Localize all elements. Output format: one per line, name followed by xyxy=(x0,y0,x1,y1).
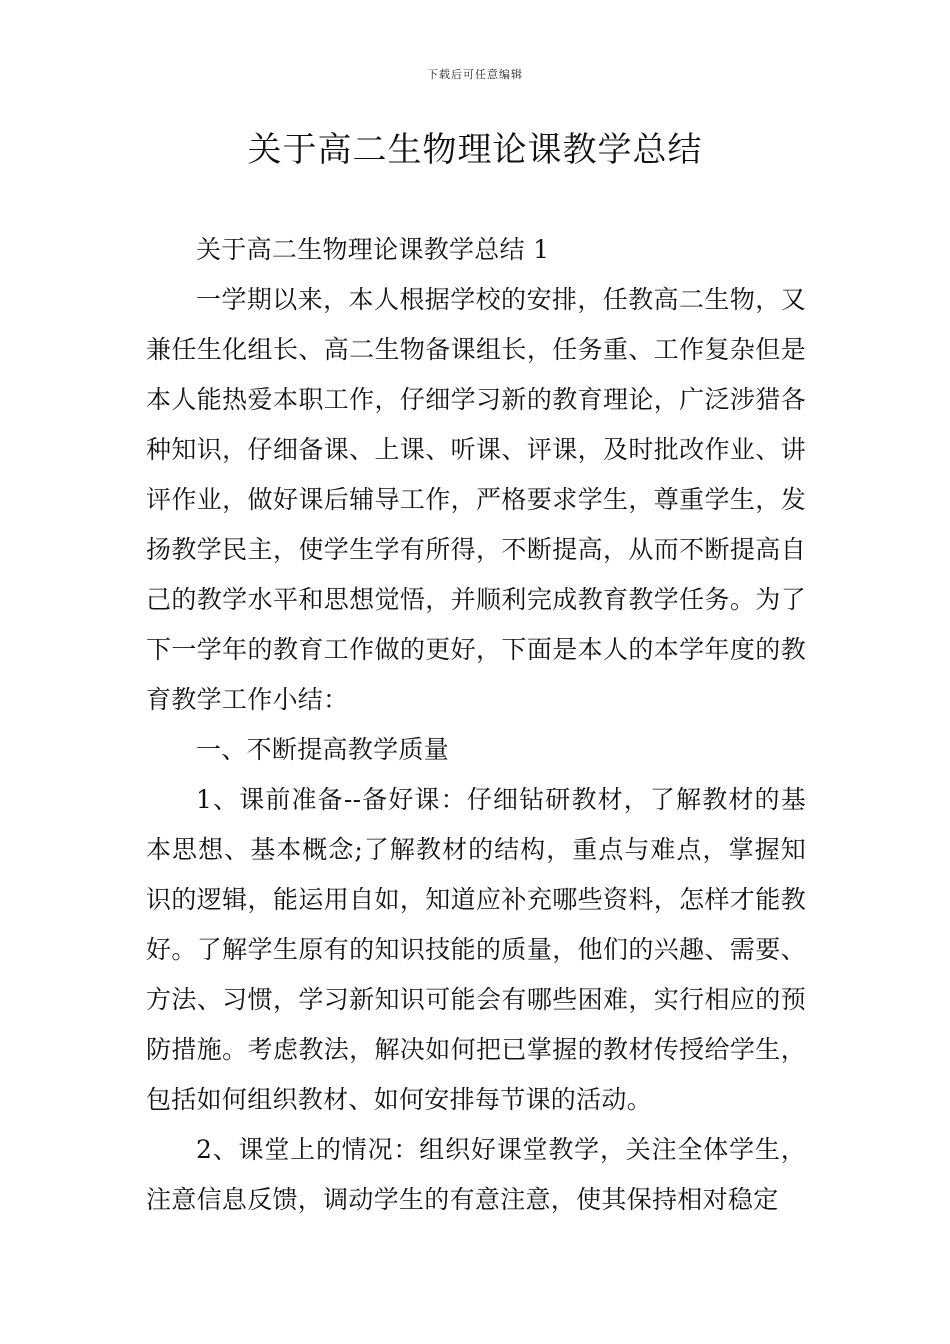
header-note: 下载后可任意编辑 xyxy=(427,68,523,81)
classroom-paragraph: 2、课堂上的情况：组织好课堂教学，关注全体学生，注意信息反馈，调动学生的有意注意，使其保持相对稳定 xyxy=(146,1135,806,1214)
subsection-heading: 一、不断提高教学质量 xyxy=(196,735,450,764)
intro-paragraph: 一学期以来，本人根据学校的安排，任教高二生物，又兼任生化组长、高二生物备课组长，任务重、工作复杂但是本人能热爱本职工作，仔细学习新的教育理论，广泛涉猎各种知识，仔细备课、上课、听课、评课，及时批改作业、讲评作业，做好课后辅导工作，严格要求学生，尊重学生，发扬教学民主，使学生学有所得，不断提高，从而不断提高自己的教学水平和思想觉悟，并顺利完成教育教学任务。为了下一学年的教育工作做的更好，下面是本人的本学年度的教育教学工作小结： xyxy=(146,285,806,714)
lesson-prep-paragraph: 1、课前准备--备好课：仔细钻研教材，了解教材的基本思想、基本概念;了解教材的结构，重点与难点，掌握知识的逻辑，能运用自如，知道应补充哪些资料，怎样才能教好。了解学生原有的知识技能的质量，他们的兴趣、需要、方法、习惯，学习新知识可能会有哪些困难，实行相应的预防措施。考虑教法，解决如何把已掌握的教材传授给学生，包括如何组织教材、如何安排每节课的活动。 xyxy=(146,785,806,1114)
section-heading: 关于高二生物理论课教学总结 1 xyxy=(196,235,550,264)
document-title: 关于高二生物理论课教学总结 xyxy=(247,130,703,170)
document-body xyxy=(146,225,806,1225)
